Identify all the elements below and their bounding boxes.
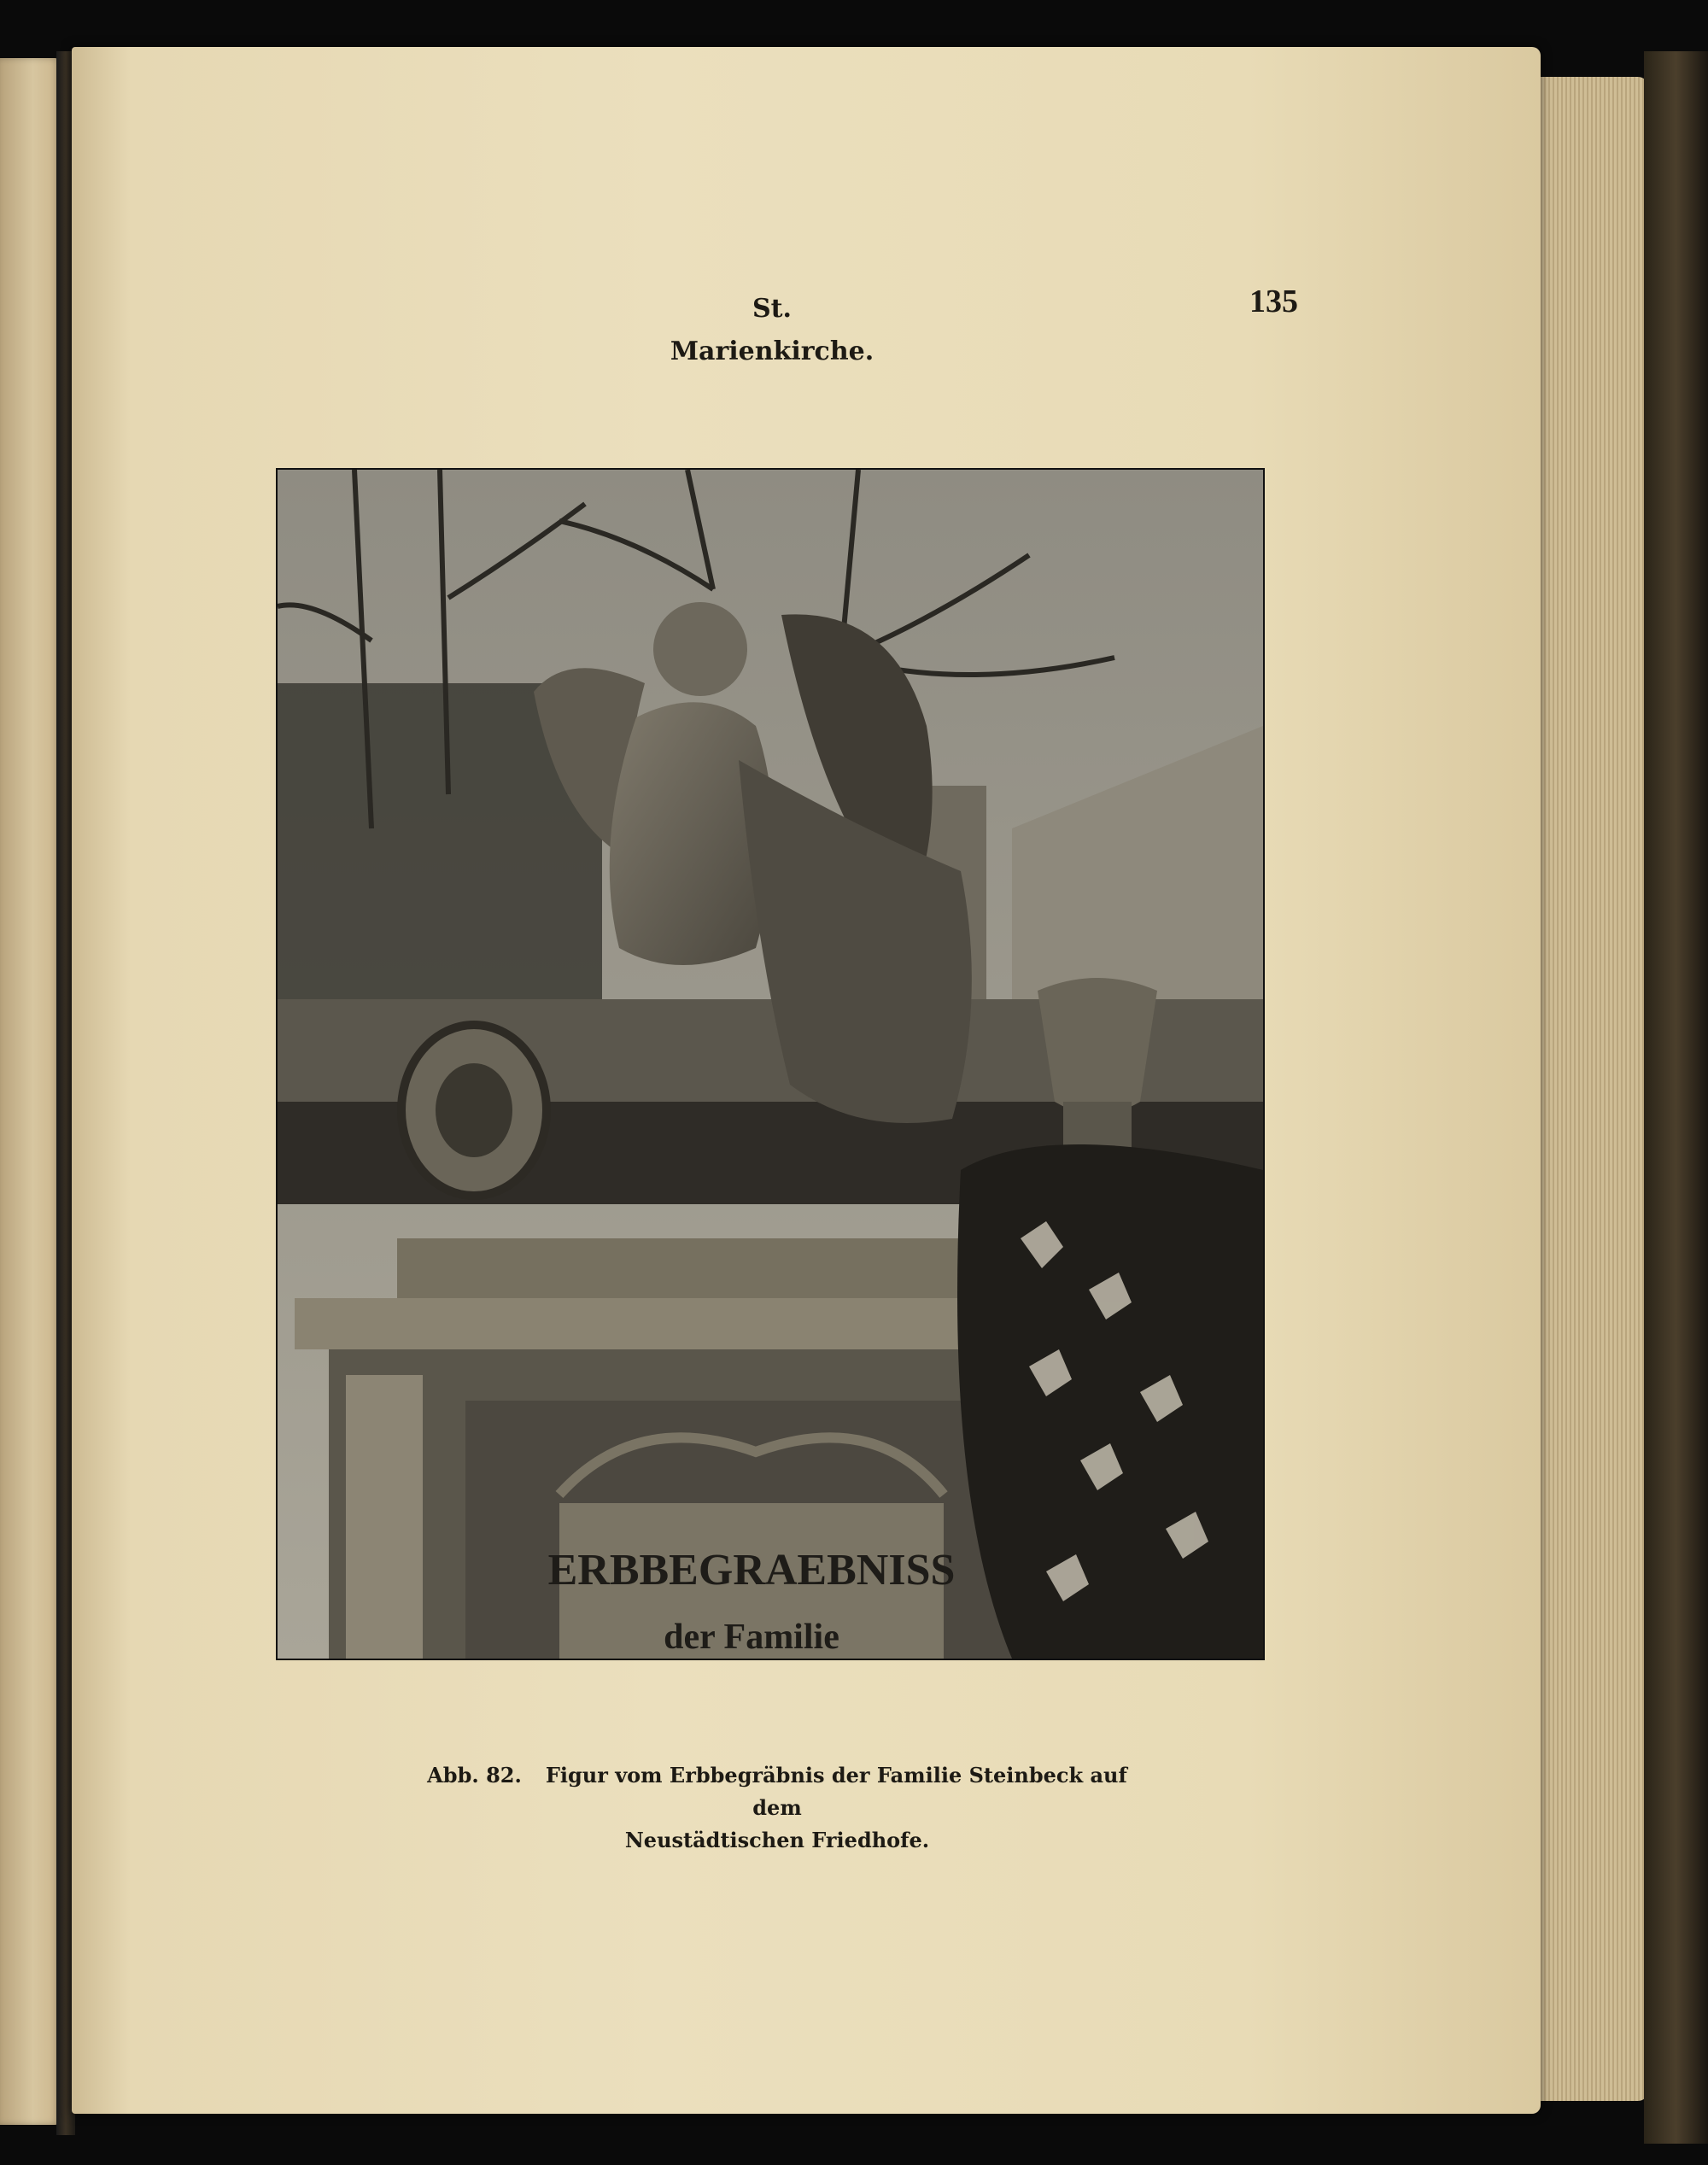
angel-monument-photo bbox=[278, 470, 1263, 1659]
figure-caption bbox=[401, 1759, 1153, 1857]
book-cover-edge bbox=[1644, 51, 1708, 2144]
previous-page-edge bbox=[0, 58, 60, 2125]
page-number: 135 bbox=[1249, 284, 1298, 319]
inscription-line-2: der Familie bbox=[664, 1618, 839, 1657]
figure-photo bbox=[276, 468, 1265, 1660]
page-stack-edge bbox=[1537, 77, 1648, 2101]
inscription-line-1: ERBBEGRAEBNISS bbox=[547, 1546, 956, 1594]
caption-text-1: Figur vom Erbbegräbnis der Familie Steinbeck auf dem bbox=[545, 1763, 1127, 1820]
running-title: St. Marienkirche. bbox=[670, 294, 874, 366]
caption-line-2: Neustädtischen Friedhofe. bbox=[624, 1828, 930, 1852]
caption-line-1 bbox=[401, 1759, 1153, 1824]
figure-number: Abb. 82. bbox=[427, 1763, 522, 1788]
